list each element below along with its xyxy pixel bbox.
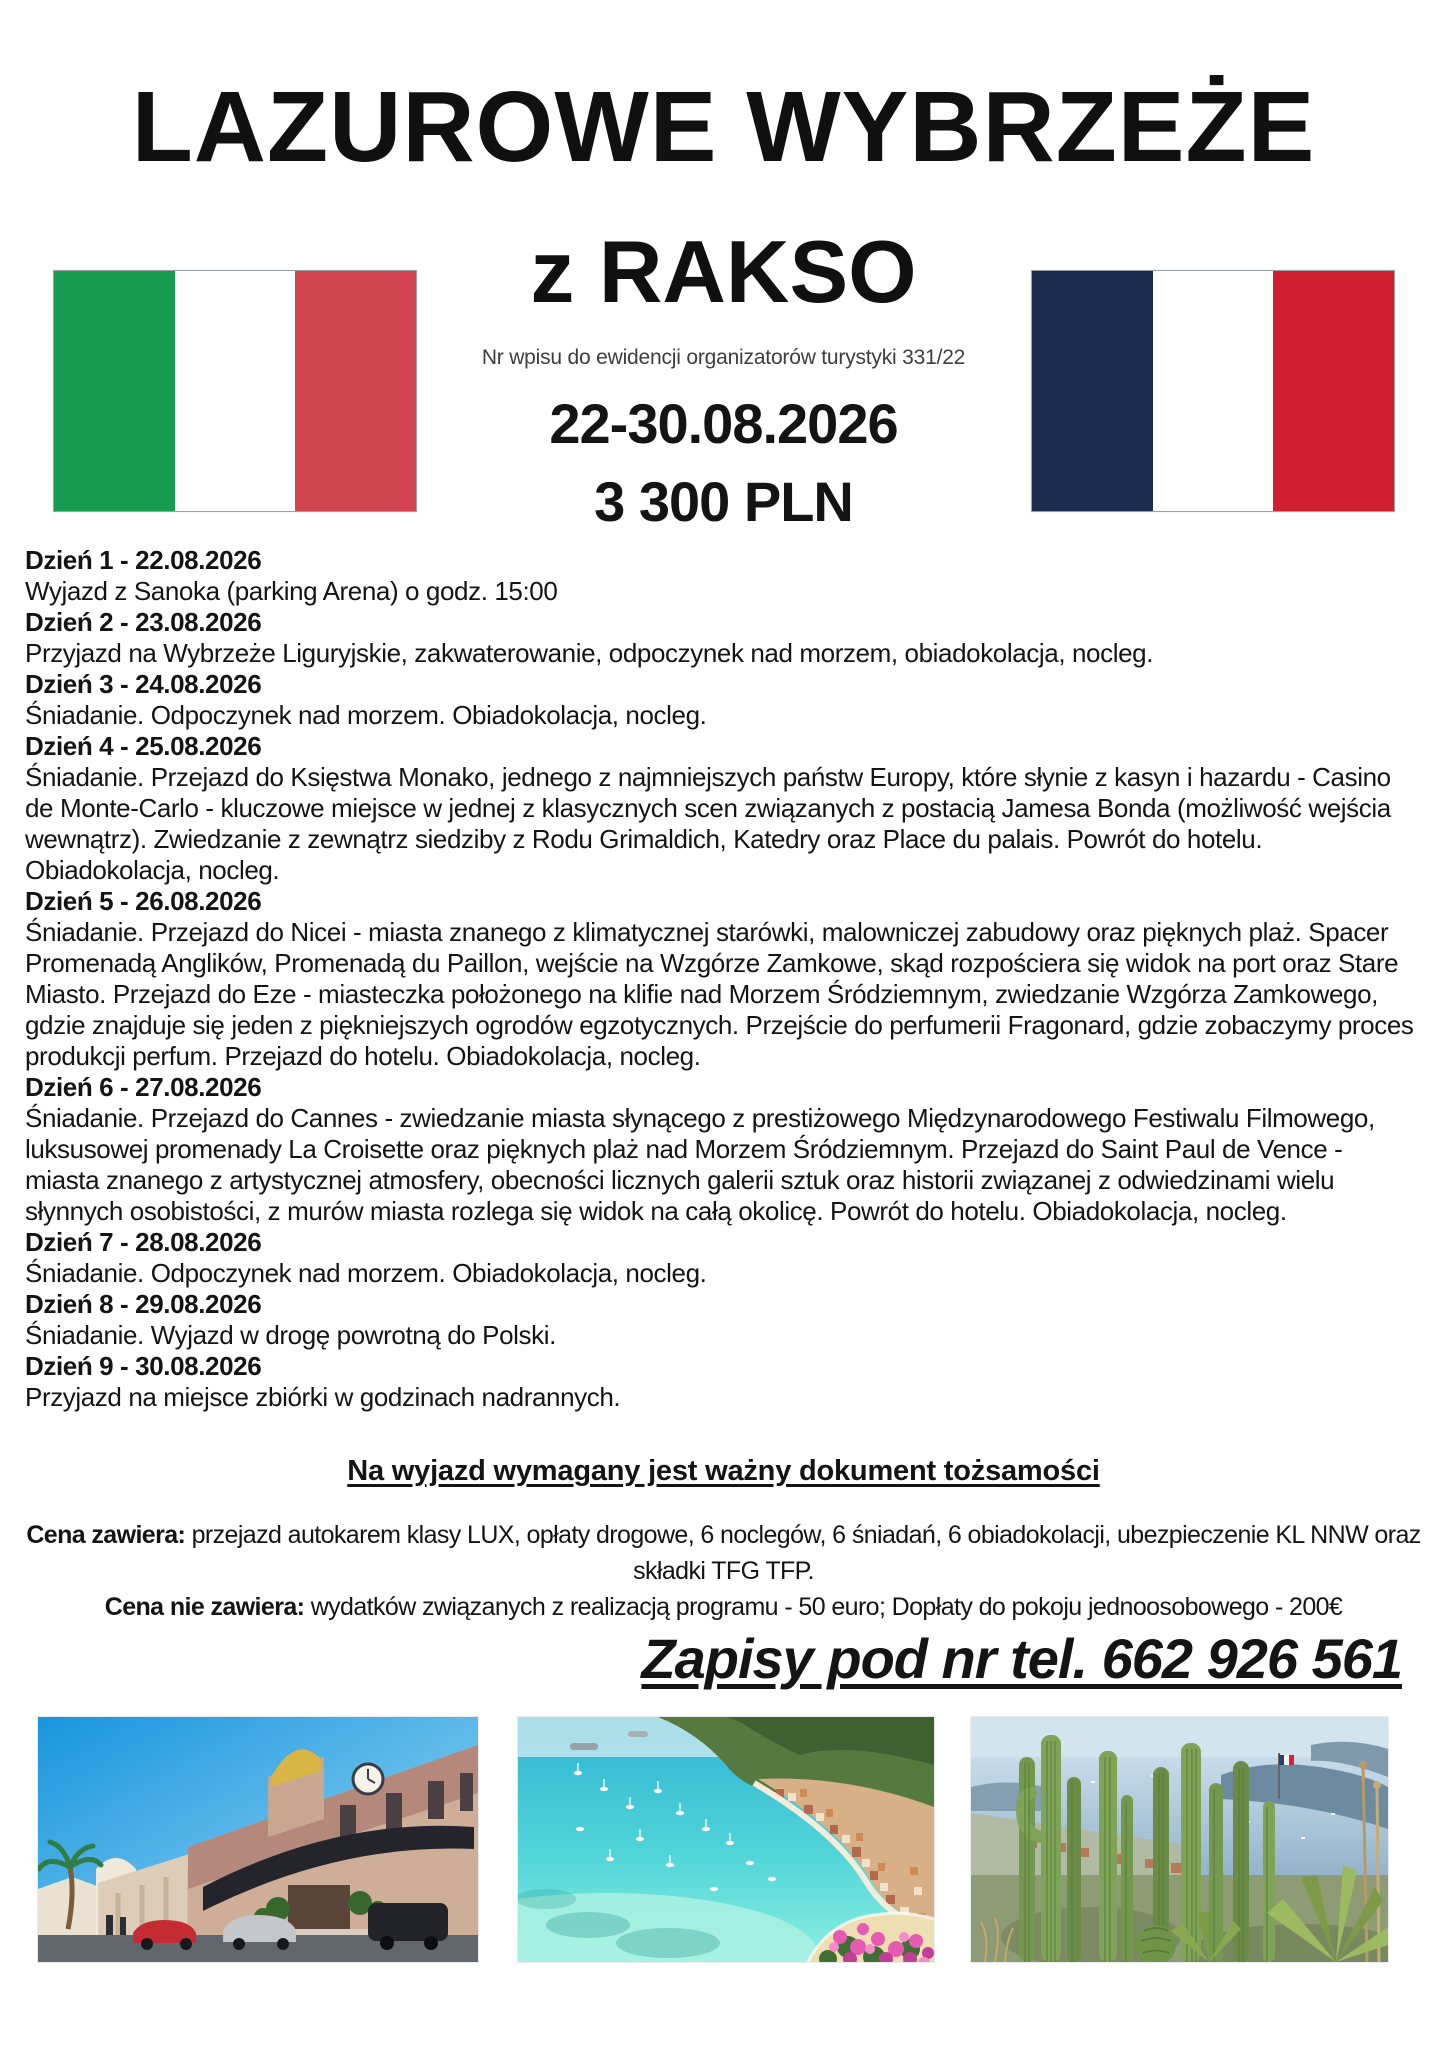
day-description: Śniadanie. Odpoczynek nad morzem. Obiadokolacja, nocleg. <box>25 700 707 730</box>
price-excludes-text: wydatków związanych z realizacją programu - 50 euro; Dopłaty do pokoju jednoosobowego - 200€ <box>304 1593 1343 1621</box>
price-excludes-line <box>25 1589 1422 1625</box>
day-label: Dzień 8 - 29.08.2026 <box>25 1289 262 1319</box>
day-description: Śniadanie. Odpoczynek nad morzem. Obiadokolacja, nocleg. <box>25 1258 707 1288</box>
photo-eze-exotic-garden <box>971 1717 1388 1962</box>
price-includes-text: przejazd autokarem klasy LUX, opłaty drogowe, 6 noclegów, 6 śniadań, 6 obiadokolacji, ubezpieczenie KL NNW oraz składki TFG TFP. <box>185 1521 1421 1585</box>
price-includes-label: Cena zawiera: <box>26 1521 186 1549</box>
itinerary-day <box>25 669 1420 731</box>
trip-dates: 22-30.08.2026 <box>549 392 898 455</box>
day-description: Przyjazd na Wybrzeże Liguryjskie, zakwaterowanie, odpoczynek nad morzem, obiadokolacja, nocleg. <box>25 638 1154 668</box>
price-excludes-label: Cena nie zawiera: <box>104 1593 305 1621</box>
italy-flag-green-stripe <box>54 271 175 511</box>
day-description: Śniadanie. Wyjazd w drogę powrotną do Polski. <box>25 1320 556 1350</box>
italy-flag-white-stripe <box>175 271 296 511</box>
italy-flag-red-stripe <box>295 271 416 511</box>
pricing-details <box>25 1517 1422 1625</box>
italy-flag <box>53 270 417 512</box>
itinerary-day <box>25 545 1420 607</box>
france-flag-red-stripe <box>1273 271 1394 511</box>
day-description: Śniadanie. Przejazd do Księstwa Monako, jednego z najmniejszych państw Europy, które słynie z kasyn i hazardu - Casino de Monte-Carlo - kluczowe miejsce w jednej z klasycznych scen związanych z postacią Jamesa Bonda (możliwość wejścia wewnątrz). Zwiedzanie z zewnątrz siedziby z Rodu Grimaldich, Katedry oraz Place du palais. Powrót do hotelu. Obiadokolacja, nocleg. <box>25 762 1391 885</box>
day-label: Dzień 6 - 27.08.2026 <box>25 1072 262 1102</box>
itinerary-day <box>25 1351 1420 1413</box>
price-includes-line <box>25 1517 1422 1589</box>
photo-villefranche-bay <box>518 1717 934 1962</box>
id-document-notice: Na wyjazd wymagany jest ważny dokument tożsamości <box>347 1455 1100 1487</box>
day-description: Przyjazd na miejsce zbiórki w godzinach nadrannych. <box>25 1382 621 1412</box>
day-label: Dzień 9 - 30.08.2026 <box>25 1351 262 1381</box>
itinerary-day <box>25 1072 1420 1227</box>
day-description: Wyjazd z Sanoka (parking Arena) o godz. 15:00 <box>25 576 558 606</box>
bay-illustration <box>518 1717 934 1962</box>
day-label: Dzień 7 - 28.08.2026 <box>25 1227 262 1257</box>
itinerary <box>25 545 1420 1413</box>
page-subtitle: z RAKSO <box>530 222 917 321</box>
france-flag <box>1031 270 1395 512</box>
day-label: Dzień 4 - 25.08.2026 <box>25 731 262 761</box>
day-description: Śniadanie. Przejazd do Nicei - miasta znanego z klimatycznej starówki, malowniczej zabudowy oraz pięknych plaż. Spacer Promenadą Anglików, Promenadą du Paillon, wejście na Wzgórze Zamkowe, skąd rozpościera się widok na port oraz Stare Miasto. Przejazd do Eze - miasteczka położonego na klifie nad Morzem Śródziemnym, zwiedzanie Wzgórza Zamkowego, gdzie znajduje się jeden z piękniejszych ogrodów egzotycznych. Przejście do perfumerii Fragonard, gdzie zobaczymy proces produkcji perfum. Przejazd do hotelu. Obiadokolacja, nocleg. <box>25 917 1414 1071</box>
itinerary-day <box>25 1289 1420 1351</box>
france-flag-blue-stripe <box>1032 271 1153 511</box>
page-title: LAZUROWE WYBRZEŻE <box>131 71 1316 183</box>
france-flag-white-stripe <box>1153 271 1274 511</box>
itinerary-day <box>25 731 1420 886</box>
trip-price: 3 300 PLN <box>594 470 853 533</box>
day-label: Dzień 3 - 24.08.2026 <box>25 669 262 699</box>
garden-illustration <box>971 1717 1388 1962</box>
registration-number-line: Nr wpisu do ewidencji organizatorów turystyki 331/22 <box>481 346 966 369</box>
itinerary-day <box>25 1227 1420 1289</box>
itinerary-day <box>25 607 1420 669</box>
signup-phone-line: Zapisy pod nr tel. 662 926 561 <box>641 1627 1402 1690</box>
photo-casino-monte-carlo <box>38 1717 478 1962</box>
day-description: Śniadanie. Przejazd do Cannes - zwiedzanie miasta słynącego z prestiżowego Międzynarodowego Festiwalu Filmowego, luksusowej promenady La Croisette oraz pięknych plaż nad Morzem Śródziemnym. Przejazd do Saint Paul de Vence - miasta znanego z artystycznej atmosfery, obecności licznych galerii sztuk oraz historii związanej z odwiedzinami wielu słynnych osobistości, z murów miasta rozlega się widok na całą okolicę. Powrót do hotelu. Obiadokolacja, nocleg. <box>25 1103 1375 1226</box>
itinerary-day <box>25 886 1420 1072</box>
day-label: Dzień 2 - 23.08.2026 <box>25 607 262 637</box>
day-label: Dzień 1 - 22.08.2026 <box>25 545 262 575</box>
casino-illustration <box>38 1717 478 1962</box>
day-label: Dzień 5 - 26.08.2026 <box>25 886 262 916</box>
